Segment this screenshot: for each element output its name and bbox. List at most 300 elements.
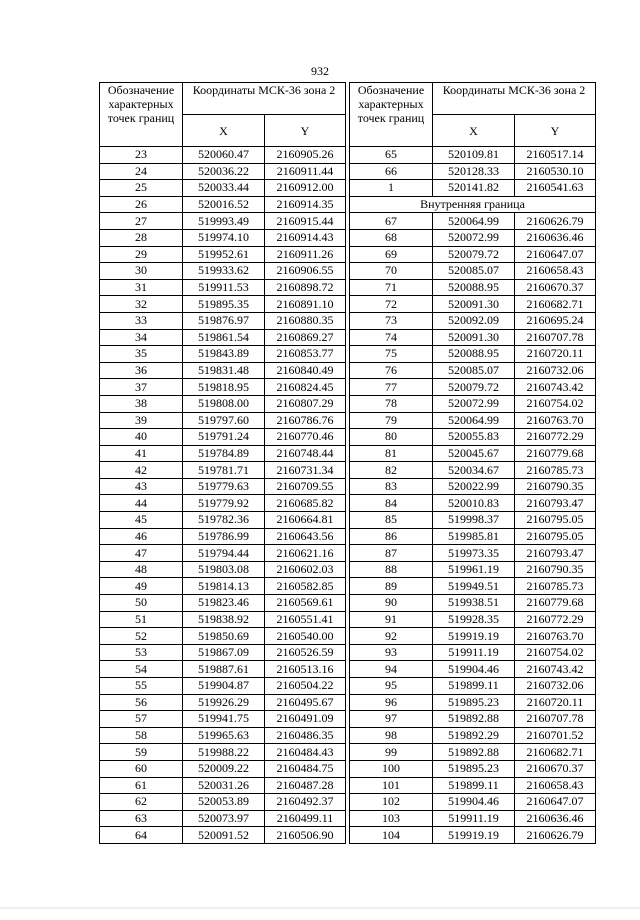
table-row: [100, 744, 346, 761]
table-row: [100, 246, 346, 263]
point-id-cell: 38: [100, 395, 183, 412]
table-row: [350, 628, 596, 645]
table-row: [100, 462, 346, 479]
point-id-cell: 40: [100, 429, 183, 446]
x-coordinate-cell: 519779.92: [183, 495, 265, 512]
x-coordinate-cell: 519887.61: [183, 661, 265, 678]
point-id-cell: 80: [350, 429, 433, 446]
page-edge: [0, 907, 640, 909]
y-coordinate-cell: 2160569.61: [265, 595, 346, 612]
point-id-cell: 57: [100, 711, 183, 728]
coords-header: Координаты МСК-36 зона 2: [433, 83, 596, 115]
table-row: [100, 561, 346, 578]
x-coordinate-cell: 520091.52: [183, 827, 265, 844]
y-coordinate-cell: 2160658.43: [515, 777, 596, 794]
y-coordinate-cell: 2160504.22: [265, 678, 346, 695]
table-row: [350, 312, 596, 329]
point-id-cell: 83: [350, 478, 433, 495]
table-row: [350, 329, 596, 346]
y-coordinate-cell: 2160790.35: [515, 561, 596, 578]
table-row: [100, 512, 346, 529]
y-coordinate-cell: 2160551.41: [265, 611, 346, 628]
table-row: [350, 495, 596, 512]
x-coordinate-cell: 519782.36: [183, 512, 265, 529]
table-row: [100, 678, 346, 695]
point-id-cell: 64: [100, 827, 183, 844]
x-coordinate-cell: 519867.09: [183, 644, 265, 661]
point-id-cell: 34: [100, 329, 183, 346]
x-coordinate-cell: 520141.82: [433, 180, 515, 197]
y-coordinate-cell: 2160914.35: [265, 196, 346, 213]
y-coordinate-cell: 2160647.07: [515, 794, 596, 811]
y-header: Y: [265, 115, 346, 147]
table-row: [100, 445, 346, 462]
y-coordinate-cell: 2160670.37: [515, 279, 596, 296]
x-coordinate-cell: 519843.89: [183, 346, 265, 363]
point-id-cell: 43: [100, 478, 183, 495]
x-coordinate-cell: 519808.00: [183, 395, 265, 412]
y-coordinate-cell: 2160491.09: [265, 711, 346, 728]
y-coordinate-cell: 2160517.14: [515, 147, 596, 164]
point-id-cell: 36: [100, 362, 183, 379]
y-coordinate-cell: 2160732.06: [515, 362, 596, 379]
point-id-cell: 27: [100, 213, 183, 230]
x-coordinate-cell: 519838.92: [183, 611, 265, 628]
table-row: [350, 379, 596, 396]
x-coordinate-cell: 519823.46: [183, 595, 265, 612]
designation-header: Обозначение характерных точек границ: [350, 83, 433, 147]
x-coordinate-cell: 520092.09: [433, 312, 515, 329]
point-id-cell: 32: [100, 296, 183, 313]
point-id-cell: 29: [100, 246, 183, 263]
table-row: [100, 329, 346, 346]
y-coordinate-cell: 2160636.46: [515, 810, 596, 827]
table-row: [100, 628, 346, 645]
table-row: [350, 678, 596, 695]
x-coordinate-cell: 520033.44: [183, 180, 265, 197]
y-coordinate-cell: 2160807.29: [265, 395, 346, 412]
table-row: [100, 794, 346, 811]
x-coordinate-cell: 520055.83: [433, 429, 515, 446]
y-coordinate-cell: 2160785.73: [515, 462, 596, 479]
point-id-cell: 75: [350, 346, 433, 363]
point-id-cell: 96: [350, 694, 433, 711]
y-coordinate-cell: 2160685.82: [265, 495, 346, 512]
point-id-cell: 67: [350, 213, 433, 230]
x-coordinate-cell: 519892.88: [433, 711, 515, 728]
table-row: [350, 429, 596, 446]
point-id-cell: 91: [350, 611, 433, 628]
point-id-cell: 55: [100, 678, 183, 695]
table-row: [100, 694, 346, 711]
table-row: [350, 810, 596, 827]
table-row: [100, 263, 346, 280]
point-id-cell: 66: [350, 163, 433, 180]
y-coordinate-cell: 2160743.42: [515, 661, 596, 678]
y-coordinate-cell: 2160506.90: [265, 827, 346, 844]
x-coordinate-cell: 519861.54: [183, 329, 265, 346]
y-coordinate-cell: 2160793.47: [515, 495, 596, 512]
table-row: [350, 412, 596, 429]
table-row: [350, 794, 596, 811]
x-coordinate-cell: 519784.89: [183, 445, 265, 462]
y-coordinate-cell: 2160763.70: [515, 628, 596, 645]
x-coordinate-cell: 520036.22: [183, 163, 265, 180]
y-coordinate-cell: 2160785.73: [515, 578, 596, 595]
x-coordinate-cell: 519781.71: [183, 462, 265, 479]
x-coordinate-cell: 519895.23: [433, 694, 515, 711]
table-row: [350, 727, 596, 744]
x-coordinate-cell: 519985.81: [433, 528, 515, 545]
y-coordinate-cell: 2160647.07: [515, 246, 596, 263]
table-row: [350, 395, 596, 412]
x-coordinate-cell: 520072.99: [433, 229, 515, 246]
point-id-cell: 54: [100, 661, 183, 678]
table-row: [100, 229, 346, 246]
point-id-cell: 37: [100, 379, 183, 396]
x-coordinate-cell: 519961.19: [433, 561, 515, 578]
y-coordinate-cell: 2160891.10: [265, 296, 346, 313]
table-row: [100, 661, 346, 678]
table-row: [100, 644, 346, 661]
point-id-cell: 85: [350, 512, 433, 529]
point-id-cell: 35: [100, 346, 183, 363]
point-id-cell: 86: [350, 528, 433, 545]
point-id-cell: 79: [350, 412, 433, 429]
x-coordinate-cell: 520079.72: [433, 246, 515, 263]
table-row: [100, 412, 346, 429]
point-id-cell: 41: [100, 445, 183, 462]
y-coordinate-cell: 2160484.43: [265, 744, 346, 761]
y-coordinate-cell: 2160484.75: [265, 760, 346, 777]
x-coordinate-cell: 519919.19: [433, 827, 515, 844]
point-id-cell: 26: [100, 196, 183, 213]
x-coordinate-cell: 519892.29: [433, 727, 515, 744]
y-coordinate-cell: 2160626.79: [515, 827, 596, 844]
point-id-cell: 63: [100, 810, 183, 827]
table-row: [100, 760, 346, 777]
y-coordinate-cell: 2160731.34: [265, 462, 346, 479]
point-id-cell: 71: [350, 279, 433, 296]
table-row: [350, 362, 596, 379]
table-row: [100, 213, 346, 230]
table-row: [350, 711, 596, 728]
x-coordinate-cell: 520053.89: [183, 794, 265, 811]
x-coordinate-cell: 520073.97: [183, 810, 265, 827]
x-coordinate-cell: 519938.51: [433, 595, 515, 612]
table-row: [100, 611, 346, 628]
table-row: [100, 478, 346, 495]
point-id-cell: 30: [100, 263, 183, 280]
x-coordinate-cell: 519814.13: [183, 578, 265, 595]
y-coordinate-cell: 2160658.43: [515, 263, 596, 280]
x-coordinate-cell: 519993.49: [183, 213, 265, 230]
x-coordinate-cell: 520045.67: [433, 445, 515, 462]
y-coordinate-cell: 2160513.16: [265, 661, 346, 678]
y-coordinate-cell: 2160582.85: [265, 578, 346, 595]
table-row: [100, 296, 346, 313]
x-coordinate-cell: 519892.88: [433, 744, 515, 761]
x-coordinate-cell: 520060.47: [183, 147, 265, 164]
y-coordinate-cell: 2160643.56: [265, 528, 346, 545]
table-row: [350, 279, 596, 296]
point-id-cell: 56: [100, 694, 183, 711]
y-coordinate-cell: 2160906.55: [265, 263, 346, 280]
point-id-cell: 101: [350, 777, 433, 794]
point-id-cell: 74: [350, 329, 433, 346]
point-id-cell: 68: [350, 229, 433, 246]
x-coordinate-cell: 519895.23: [433, 760, 515, 777]
point-id-cell: 90: [350, 595, 433, 612]
table-row: [350, 760, 596, 777]
coordinates-table-left: [99, 82, 346, 844]
table-row: [350, 561, 596, 578]
point-id-cell: 52: [100, 628, 183, 645]
x-coordinate-cell: 519998.37: [433, 512, 515, 529]
x-coordinate-cell: 519928.35: [433, 611, 515, 628]
x-coordinate-cell: 519919.19: [433, 628, 515, 645]
point-id-cell: 65: [350, 147, 433, 164]
y-coordinate-cell: 2160720.11: [515, 694, 596, 711]
y-coordinate-cell: 2160840.49: [265, 362, 346, 379]
x-coordinate-cell: 520031.26: [183, 777, 265, 794]
y-coordinate-cell: 2160526.59: [265, 644, 346, 661]
x-coordinate-cell: 519850.69: [183, 628, 265, 645]
y-coordinate-cell: 2160492.37: [265, 794, 346, 811]
point-id-cell: 23: [100, 147, 183, 164]
point-id-cell: 72: [350, 296, 433, 313]
designation-header: Обозначение характерных точек границ: [100, 83, 183, 147]
x-coordinate-cell: 520034.67: [433, 462, 515, 479]
y-coordinate-cell: 2160795.05: [515, 512, 596, 529]
table-row: [100, 827, 346, 844]
x-coordinate-cell: 519791.24: [183, 429, 265, 446]
point-id-cell: 53: [100, 644, 183, 661]
y-coordinate-cell: 2160732.06: [515, 678, 596, 695]
y-coordinate-cell: 2160853.77: [265, 346, 346, 363]
point-id-cell: 76: [350, 362, 433, 379]
x-coordinate-cell: 520091.30: [433, 296, 515, 313]
point-id-cell: 33: [100, 312, 183, 329]
table-row: [100, 147, 346, 164]
point-id-cell: 95: [350, 678, 433, 695]
x-coordinate-cell: 519904.46: [433, 794, 515, 811]
x-coordinate-cell: 519899.11: [433, 678, 515, 695]
x-coordinate-cell: 519818.95: [183, 379, 265, 396]
table-row: [350, 827, 596, 844]
y-coordinate-cell: 2160707.78: [515, 329, 596, 346]
point-id-cell: 100: [350, 760, 433, 777]
table-row: [100, 727, 346, 744]
point-id-cell: 99: [350, 744, 433, 761]
point-id-cell: 51: [100, 611, 183, 628]
table-row: [350, 528, 596, 545]
x-coordinate-cell: 519911.53: [183, 279, 265, 296]
x-coordinate-cell: 519988.22: [183, 744, 265, 761]
table-row: [100, 810, 346, 827]
point-id-cell: 70: [350, 263, 433, 280]
x-coordinate-cell: 519941.75: [183, 711, 265, 728]
y-coordinate-cell: 2160602.03: [265, 561, 346, 578]
table-row: [100, 711, 346, 728]
x-coordinate-cell: 520064.99: [433, 213, 515, 230]
table-row: [350, 595, 596, 612]
point-id-cell: 50: [100, 595, 183, 612]
point-id-cell: 61: [100, 777, 183, 794]
y-coordinate-cell: 2160795.05: [515, 528, 596, 545]
point-id-cell: 94: [350, 661, 433, 678]
table-row: [100, 379, 346, 396]
x-coordinate-cell: 520022.99: [433, 478, 515, 495]
table-row: [100, 163, 346, 180]
table-row: [350, 229, 596, 246]
point-id-cell: 46: [100, 528, 183, 545]
table-row: [350, 445, 596, 462]
x-coordinate-cell: 520072.99: [433, 395, 515, 412]
y-coordinate-cell: 2160772.29: [515, 429, 596, 446]
y-coordinate-cell: 2160530.10: [515, 163, 596, 180]
y-coordinate-cell: 2160709.55: [265, 478, 346, 495]
page-number: 932: [311, 64, 329, 78]
point-id-cell: 82: [350, 462, 433, 479]
point-id-cell: 78: [350, 395, 433, 412]
point-id-cell: 97: [350, 711, 433, 728]
table-row: [350, 694, 596, 711]
point-id-cell: 24: [100, 163, 183, 180]
table-row: [100, 346, 346, 363]
x-coordinate-cell: 520016.52: [183, 196, 265, 213]
point-id-cell: 60: [100, 760, 183, 777]
y-coordinate-cell: 2160540.00: [265, 628, 346, 645]
table-row: [100, 777, 346, 794]
y-coordinate-cell: 2160786.76: [265, 412, 346, 429]
x-header: X: [433, 115, 515, 147]
point-id-cell: 49: [100, 578, 183, 595]
x-coordinate-cell: 520109.81: [433, 147, 515, 164]
x-coordinate-cell: 519876.97: [183, 312, 265, 329]
x-coordinate-cell: 519933.62: [183, 263, 265, 280]
table-row: [350, 578, 596, 595]
table-row: [100, 395, 346, 412]
point-id-cell: 44: [100, 495, 183, 512]
x-coordinate-cell: 519899.11: [433, 777, 515, 794]
y-coordinate-cell: 2160664.81: [265, 512, 346, 529]
table-row: [100, 578, 346, 595]
point-id-cell: 58: [100, 727, 183, 744]
y-coordinate-cell: 2160915.44: [265, 213, 346, 230]
table-row: [350, 545, 596, 562]
table-row: [350, 246, 596, 263]
y-coordinate-cell: 2160770.46: [265, 429, 346, 446]
x-coordinate-cell: 520128.33: [433, 163, 515, 180]
point-id-cell: 87: [350, 545, 433, 562]
y-coordinate-cell: 2160487.28: [265, 777, 346, 794]
x-coordinate-cell: 519904.87: [183, 678, 265, 695]
x-coordinate-cell: 519911.19: [433, 644, 515, 661]
table-row: [350, 263, 596, 280]
y-coordinate-cell: 2160763.70: [515, 412, 596, 429]
point-id-cell: 88: [350, 561, 433, 578]
y-coordinate-cell: 2160793.47: [515, 545, 596, 562]
x-coordinate-cell: 520085.07: [433, 263, 515, 280]
y-coordinate-cell: 2160790.35: [515, 478, 596, 495]
table-row: [100, 362, 346, 379]
point-id-cell: 104: [350, 827, 433, 844]
table-row: [100, 312, 346, 329]
x-coordinate-cell: 520088.95: [433, 279, 515, 296]
y-coordinate-cell: 2160754.02: [515, 395, 596, 412]
table-row: [350, 346, 596, 363]
x-coordinate-cell: 519831.48: [183, 362, 265, 379]
point-id-cell: 98: [350, 727, 433, 744]
table-row: [350, 661, 596, 678]
inner-boundary-label: Внутренняя граница: [350, 196, 596, 213]
table-row: [100, 545, 346, 562]
y-coordinate-cell: 2160541.63: [515, 180, 596, 197]
y-coordinate-cell: 2160486.35: [265, 727, 346, 744]
y-coordinate-cell: 2160754.02: [515, 644, 596, 661]
x-coordinate-cell: 520009.22: [183, 760, 265, 777]
y-header: Y: [515, 115, 596, 147]
point-id-cell: 31: [100, 279, 183, 296]
x-coordinate-cell: 519911.19: [433, 810, 515, 827]
point-id-cell: 89: [350, 578, 433, 595]
table-row: [100, 595, 346, 612]
table-row: [100, 495, 346, 512]
y-coordinate-cell: 2160911.44: [265, 163, 346, 180]
y-coordinate-cell: 2160499.11: [265, 810, 346, 827]
point-id-cell: 102: [350, 794, 433, 811]
x-coordinate-cell: 519797.60: [183, 412, 265, 429]
y-coordinate-cell: 2160707.78: [515, 711, 596, 728]
y-coordinate-cell: 2160626.79: [515, 213, 596, 230]
point-id-cell: 59: [100, 744, 183, 761]
table-row: [350, 644, 596, 661]
table-row: [100, 528, 346, 545]
y-coordinate-cell: 2160912.00: [265, 180, 346, 197]
y-coordinate-cell: 2160911.26: [265, 246, 346, 263]
y-coordinate-cell: 2160636.46: [515, 229, 596, 246]
section-row: [350, 196, 596, 213]
y-coordinate-cell: 2160824.45: [265, 379, 346, 396]
x-coordinate-cell: 519779.63: [183, 478, 265, 495]
table-row: [350, 512, 596, 529]
table-row: [100, 429, 346, 446]
y-coordinate-cell: 2160670.37: [515, 760, 596, 777]
table-row: [350, 478, 596, 495]
table-row: [350, 777, 596, 794]
table-row: [350, 163, 596, 180]
point-id-cell: 47: [100, 545, 183, 562]
point-id-cell: 77: [350, 379, 433, 396]
table-row: [100, 196, 346, 213]
x-coordinate-cell: 519952.61: [183, 246, 265, 263]
x-coordinate-cell: 519973.35: [433, 545, 515, 562]
point-id-cell: 39: [100, 412, 183, 429]
table-row: [100, 180, 346, 197]
y-coordinate-cell: 2160701.52: [515, 727, 596, 744]
x-coordinate-cell: 519803.08: [183, 561, 265, 578]
x-coordinate-cell: 519965.63: [183, 727, 265, 744]
y-coordinate-cell: 2160621.16: [265, 545, 346, 562]
point-id-cell: 28: [100, 229, 183, 246]
point-id-cell: 69: [350, 246, 433, 263]
point-id-cell: 45: [100, 512, 183, 529]
point-id-cell: 42: [100, 462, 183, 479]
table-row: [350, 180, 596, 197]
y-coordinate-cell: 2160772.29: [515, 611, 596, 628]
y-coordinate-cell: 2160779.68: [515, 445, 596, 462]
